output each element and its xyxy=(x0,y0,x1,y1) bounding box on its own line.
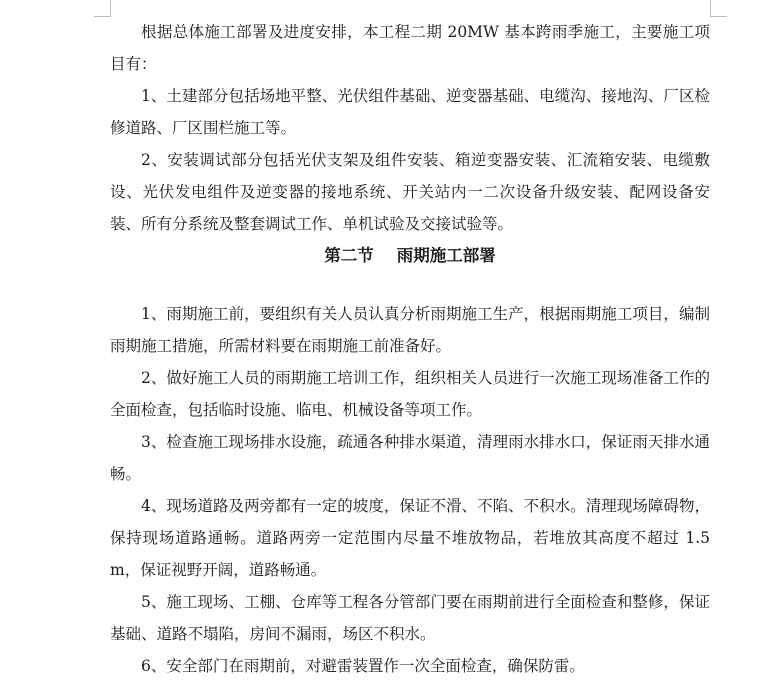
paragraph: 1、雨期施工前，要组织有关人员认真分析雨期施工生产，根据雨期施工项目，编制雨期施工措施，所需材料要在雨期施工前准备好。 xyxy=(110,305,710,355)
margin-corner-mark-left xyxy=(94,0,111,17)
paragraph: 4、现场道路及两旁都有一定的坡度，保证不滑、不陷、不积水。清理现场障碍物，保持现场道路通畅。道路两旁一定范围内尽量不堆放物品，若堆放其高度不超过 1.5m，保证视野开阔，道路畅通。 xyxy=(110,497,710,579)
paragraph: 1、土建部分包括场地平整、光伏组件基础、逆变器基础、电缆沟、接地沟、厂区检修道路、厂区围栏施工等。 xyxy=(110,87,710,137)
margin-corner-mark-right xyxy=(710,0,727,17)
paragraph: 2、做好施工人员的雨期施工培训工作，组织相关人员进行一次施工现场准备工作的全面检查，包括临时设施、临电、机械设备等项工作。 xyxy=(110,369,710,419)
paragraph: 5、施工现场、工棚、仓库等工程各分管部门要在雨期前进行全面检查和整修，保证基础、道路不塌陷，房间不漏雨，场区不积水。 xyxy=(110,593,710,643)
paragraph: 6、安全部门在雨期前，对避雷装置作一次全面检查，确保防雷。 xyxy=(141,657,585,675)
paragraph: 根据总体施工部署及进度安排，本工程二期 20MW 基本跨雨季施工，主要施工项目有： xyxy=(110,23,710,73)
paragraph: 3、检查施工现场排水设施，疏通各种排水渠道，清理雨水排水口，保证雨天排水通畅。 xyxy=(110,433,710,483)
paragraph: 2、安装调试部分包括光伏支架及组件安装、箱逆变器安装、汇流箱安装、电缆敷设、光伏发电组件及逆变器的接地系统、开关站内一二次设备升级安装、配网设备安装、所有分系统及整套调试工作、单机试验及交接试验等。 xyxy=(110,151,710,233)
section-rainy-season xyxy=(110,298,710,682)
section-intro xyxy=(110,16,710,240)
section-heading: 第二节 雨期施工部署 xyxy=(324,246,496,265)
